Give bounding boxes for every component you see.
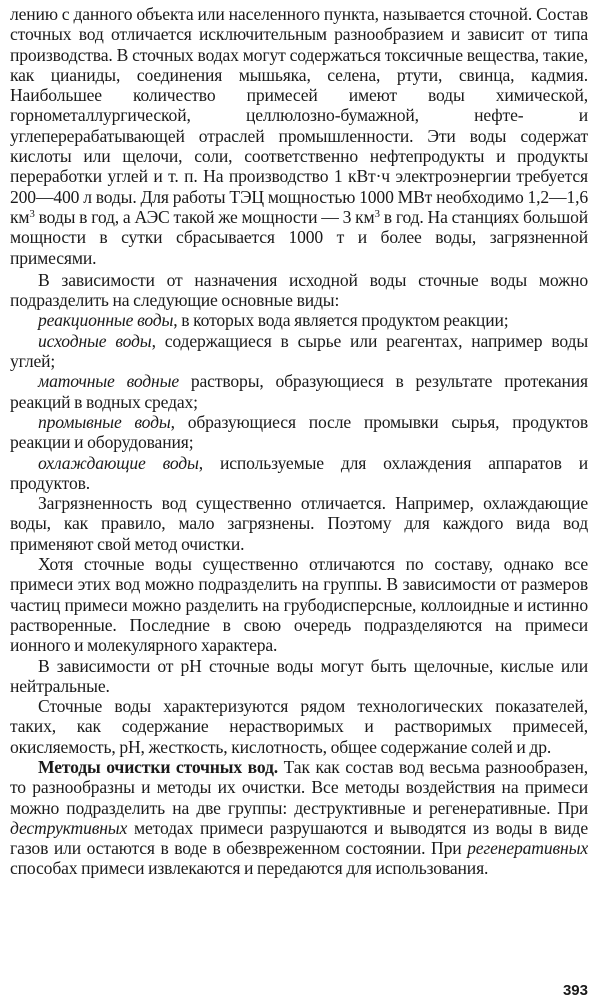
term-definition: , образующиеся после промывки сырья, продуктов реакции и оборудования; <box>10 411 588 453</box>
term-definition: , используемые для охлаждения аппаратов и продуктов. <box>10 452 589 493</box>
list-item-wash-water <box>10 412 588 453</box>
term-definition: , содержащиеся в сырье или реагентах, например воды углей; <box>10 330 588 372</box>
term: маточные водные <box>38 371 179 392</box>
superscript: 3 <box>29 207 35 220</box>
term: реакционные воды <box>38 310 174 331</box>
term-definition: , в которых вода является продуктом реакции; <box>173 310 509 331</box>
list-item-reaction-water <box>10 310 588 330</box>
paragraph-cleaning-methods <box>10 757 588 879</box>
term-definition: растворы, образующиеся в результате протекания реакций в водных средах; <box>10 371 588 412</box>
paragraph-pollution: Загрязненность вод существенно отличается. Например, охлаждающие воды, как правило, мало загрязнены. Поэтому для каждого вида вод применяют свой метод очистки. <box>10 493 588 554</box>
term: промывные воды <box>38 411 171 432</box>
list-item-cooling-water <box>10 453 588 494</box>
paragraph-types-intro: В зависимости от назначения исходной воды сточные воды можно подразделить на следующие основные виды: <box>10 269 588 311</box>
term: регенеративных <box>467 838 588 859</box>
paragraph-text: воды в год, а АЭС такой же мощности — 3 км <box>34 206 375 227</box>
term: исходные воды <box>38 330 152 351</box>
term: охлаждающие воды <box>38 452 199 473</box>
section-heading: Методы очистки сточных вод. <box>38 756 279 777</box>
paragraph-text: Так как состав вод весьма разнообразен, то разнообразны и методы их очистки. Все методы воздействия на примеси можно подразделить на две группы: деструктивные и регенеративные. При <box>10 756 588 818</box>
paragraph-text: методах примеси разрушаются и выводятся из воды в виде газов или остаются в воде в обезвреженном состоянии. При <box>10 817 588 859</box>
term: деструктивных <box>10 817 128 838</box>
list-item-source-water <box>10 331 588 372</box>
paragraph-text: в год. На станциях большой мощности в сутки сбрасывается 1000 т и более воды, загрязненной примесями. <box>10 206 588 268</box>
paragraph-continuation <box>10 4 588 268</box>
superscript: 3 <box>374 207 380 220</box>
paragraph-indicators: Сточные воды характеризуются рядом технологических показателей, таких, как содержание нерастворимых и растворимых примесей, окисляемость, pH, жесткость, кислотность, общее содержание солей и др. <box>10 696 588 757</box>
paragraph-impurity-groups: Хотя сточные воды существенно отличаются по составу, однако все примеси этих вод можно подразделить на группы. В зависимости от размеров частиц примеси можно разделить на грубодисперсные, коллоидные и истинно растворенные. Последние в свою очередь подразделяются на примеси ионного и молекулярного характера. <box>10 554 588 656</box>
paragraph-text: способах примеси извлекаются и передаются для использования. <box>10 858 489 879</box>
paragraph-text: лению с данного объекта или населенного пункта, называется сточной. Состав сточных вод отличается исключительным разнообразием и зависит от типа производства. В сточных водах могут содержаться токсичные вещества, такие, как цианиды, соединения мышьяка, селена, ртути, свинца, кадмия. Наибольшее количество примесей имеют воды химической, горнометаллургической, целлюлозно-бумажной, нефте- и углеперерабатывающей отраслей промышленности. Эти воды содержат кислоты или щелочи, соли, соответственно нефтепродукты и продукты переработки углей и т. п. На производство 1 кВт·ч электроэнергии требуется 200—400 л воды. Для работы ТЭЦ мощностью 1000 МВт необходимо 1,2—1,6 км <box>10 4 588 227</box>
list-item-mother-liquor <box>10 371 588 412</box>
paragraph-ph: В зависимости от pH сточные воды могут быть щелочные, кислые или нейтральные. <box>10 655 588 696</box>
page-number: 393 <box>562 982 588 999</box>
